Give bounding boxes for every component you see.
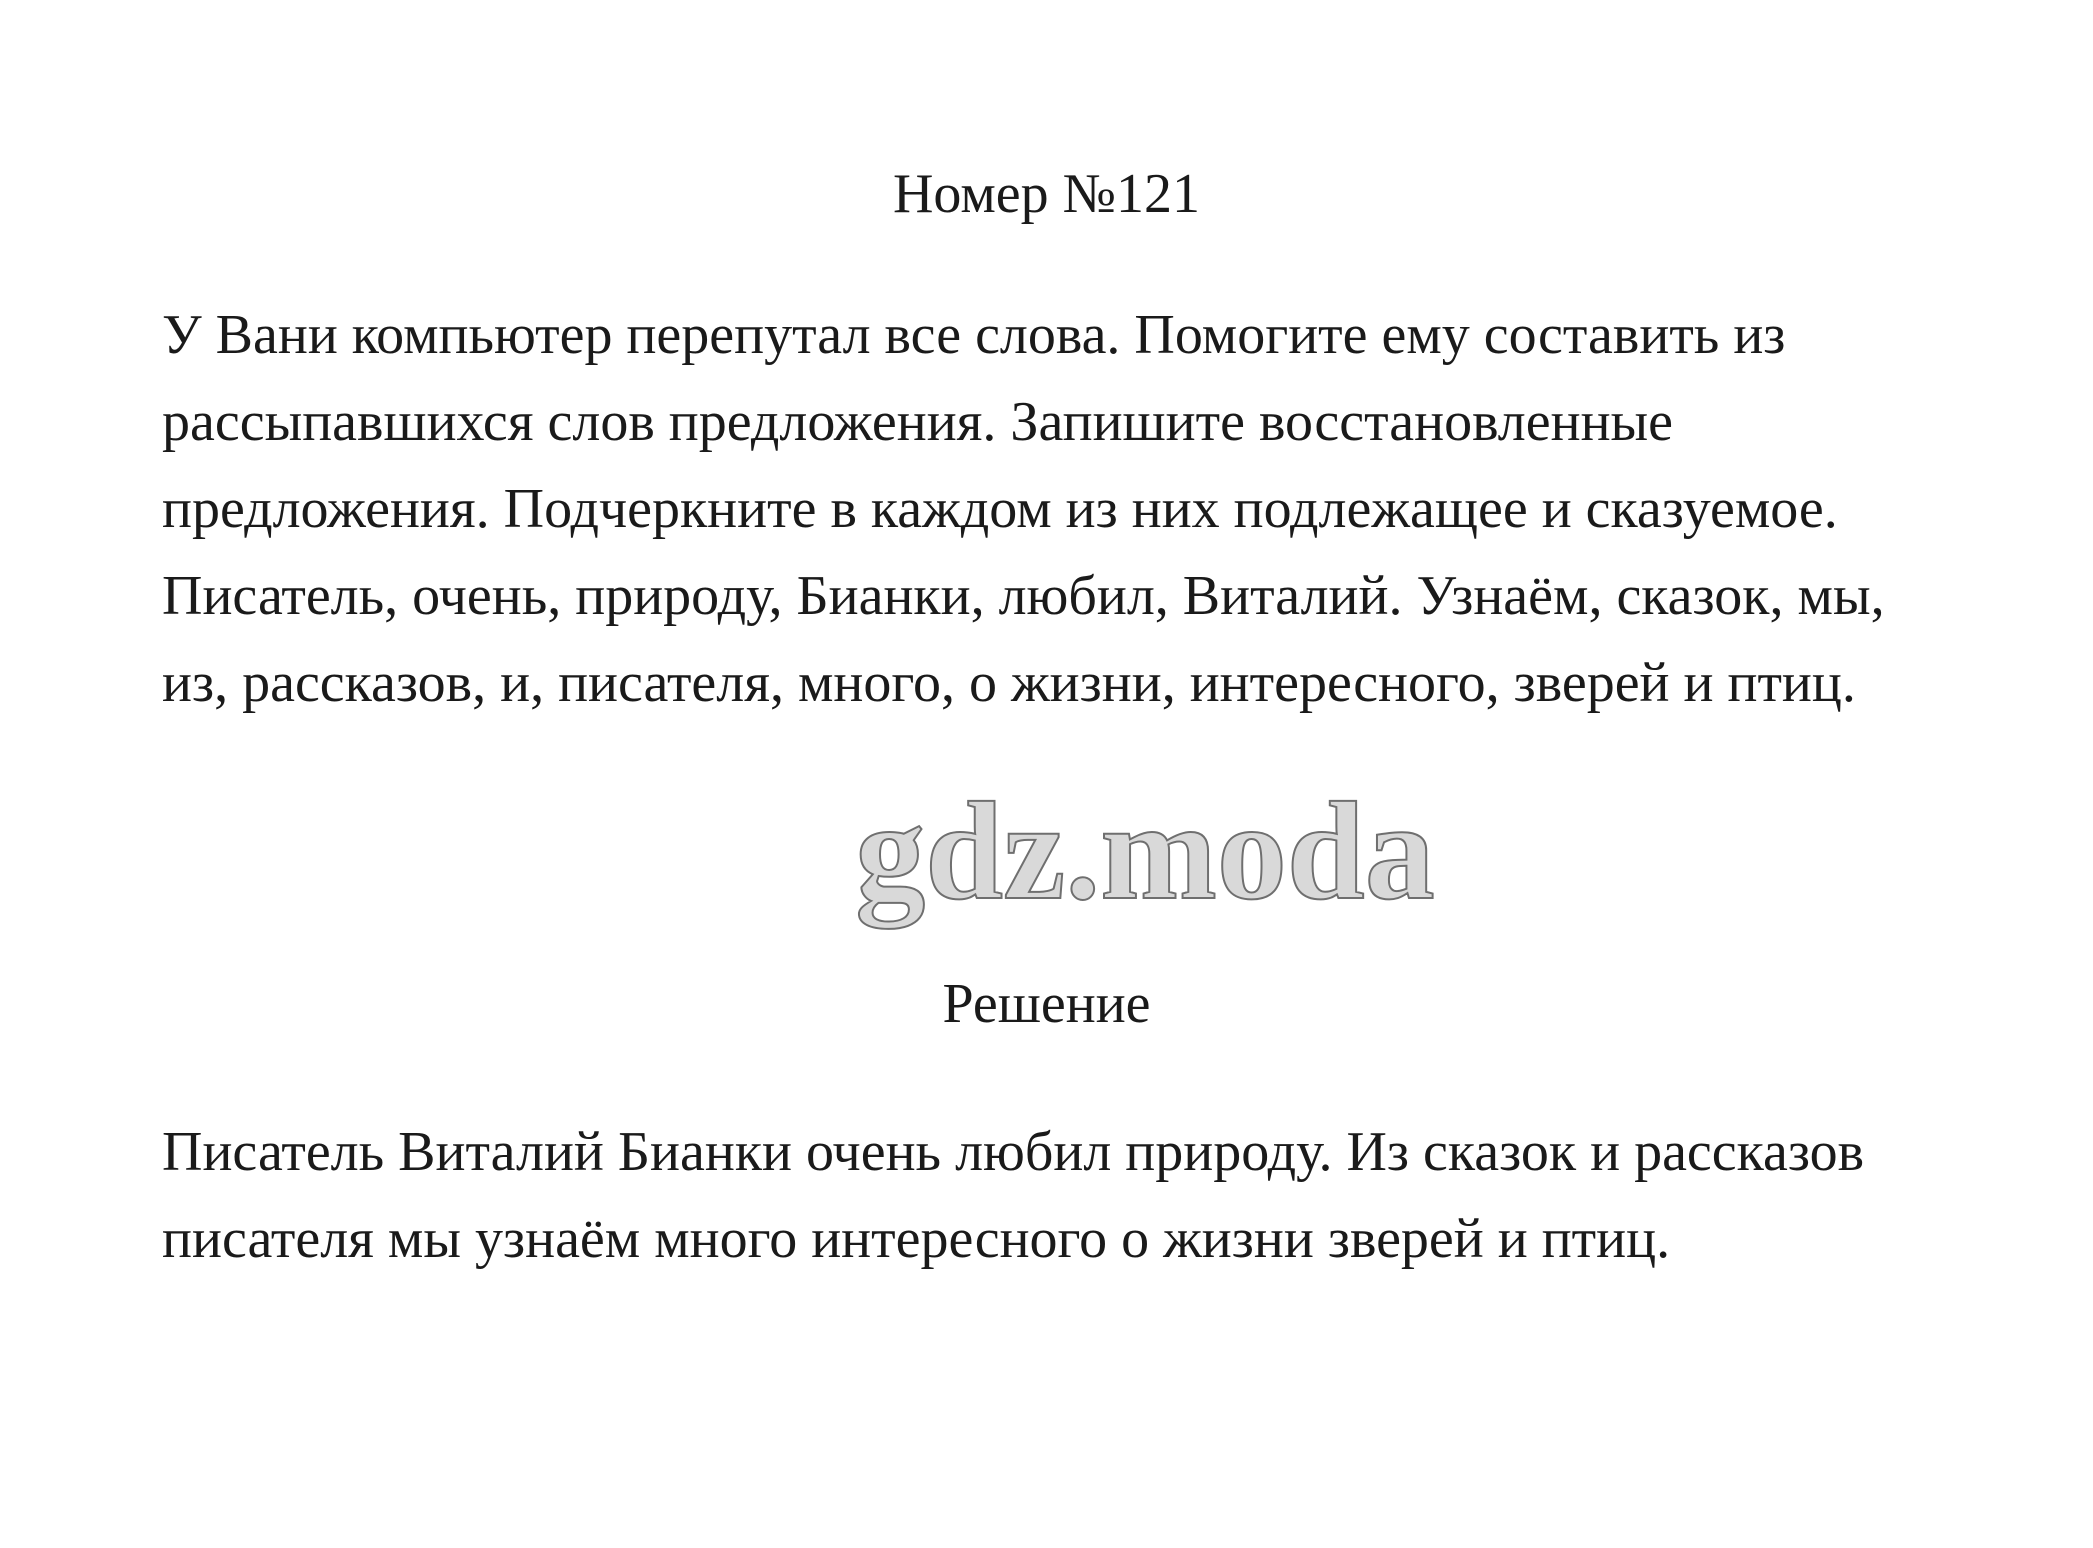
task-instructions: У Вани компьютер перепутал все слова. Помогите ему составить из рассыпавшихся слов предложения. Запишите восстановленные предложения. Подчеркните в каждом из них подлежащее и сказуемое. [162, 304, 1838, 540]
watermark-logo [845, 790, 1445, 940]
solution-heading: Решение [942, 973, 1151, 1035]
watermark-text: gdz.moda [855, 790, 1435, 929]
scrambled-words: Писатель, очень, природу, Бианки, любил, Виталий. Узнаём, сказок, мы, из, рассказов, и, писателя, много, о жизни, интересного, зверей и птиц. [162, 565, 1885, 714]
answer-block [162, 1109, 1962, 1283]
task-block [162, 292, 1962, 727]
answer-text: Писатель Виталий Бианки очень любил природу. Из сказок и рассказов писателя мы узнаём много интересного о жизни зверей и птиц. [162, 1121, 1865, 1270]
page-title: Номер №121 [892, 163, 1201, 225]
